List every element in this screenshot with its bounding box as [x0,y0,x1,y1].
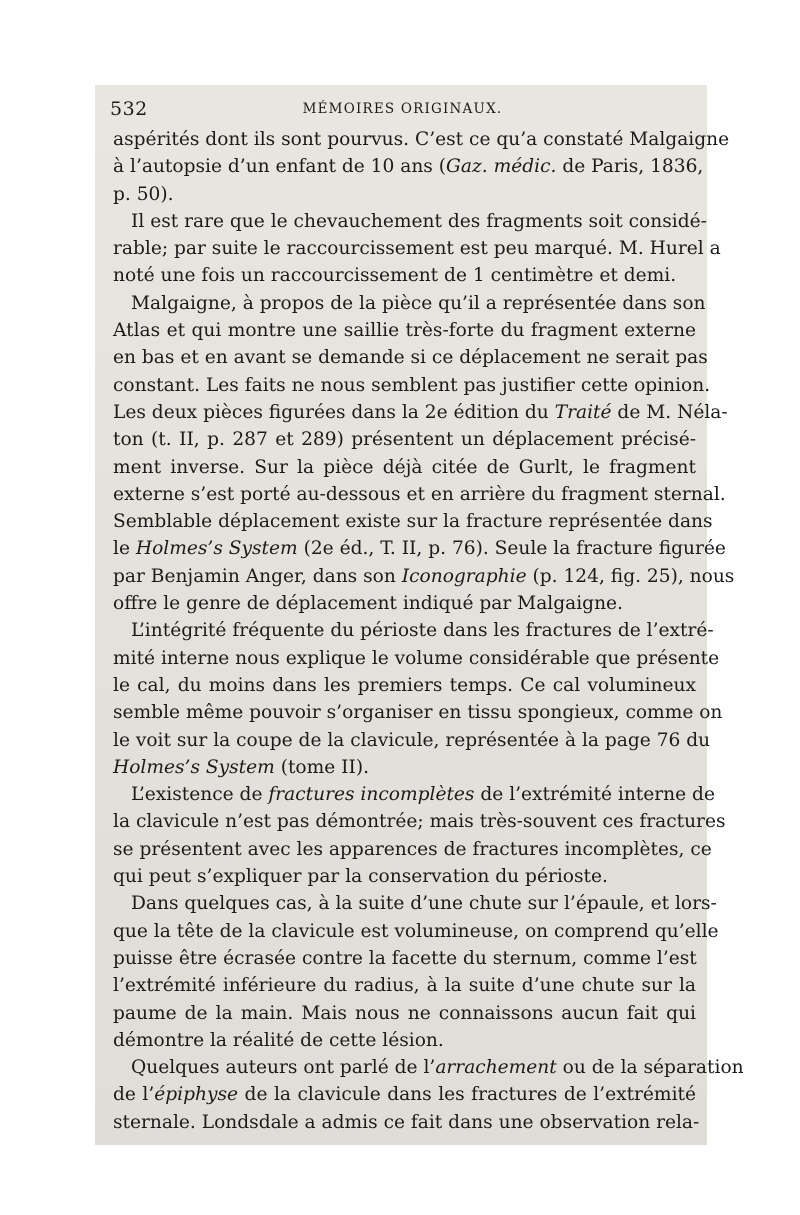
text-line [113,563,735,590]
text-segment: de Paris, 1836, [556,156,704,178]
text-segment: démontre la réalité de cette lésion. [113,1029,444,1051]
text-line [113,1027,696,1054]
text-segment: le cal, du moins dans les premiers temps. Ce cal volumineux [113,674,696,696]
text-line [113,535,726,562]
page-number: 532 [110,98,148,120]
text-segment: de l’extrémité interne de [474,784,715,806]
text-line [113,617,714,644]
text-segment: le voit sur la coupe de la clavicule, représentée à la page 76 du [113,729,711,751]
text-segment: rable; par suite le raccourcissement est peu marqué. M. Hurel a [113,238,721,260]
text-segment: constant. Les faits ne nous semblent pas justifier cette opinion. [113,374,711,396]
text-line [113,645,720,672]
text-line [113,890,717,917]
text-line [113,508,713,535]
text-line [113,727,711,754]
italic-text: arrachement [435,1057,557,1079]
text-line [113,153,704,180]
text-line [113,672,696,699]
text-segment: semble même pouvoir s’organiser en tissu spongieux, comme on [113,702,723,724]
text-line [113,481,726,508]
text-line [113,344,708,371]
text-segment: puisse être écrasée contre la facette du sternum, comme l’est [113,947,697,969]
text-line [113,836,712,863]
text-segment: ment inverse. Sur la pièce déjà citée de Gurlt, le fragment [113,456,696,478]
text-segment: à l’autopsie d’un enfant de 10 ans ( [113,156,447,178]
text-line [113,426,696,453]
text-segment: que la tête de la clavicule est volumineuse, on comprend qu’elle [113,920,719,942]
text-line [113,1054,744,1081]
italic-text: Holmes’s System [113,756,275,778]
text-segment: Malgaigne, à propos de la pièce qu’il a représentée dans son [131,292,706,314]
text-segment: sternale. Londsdale a admis ce fait dans une observation rela- [113,1111,700,1133]
italic-text: Iconographie [401,565,527,587]
italic-text: Gaz. médic. [446,156,557,178]
text-segment: Les deux pièces figurées dans la 2e édition du [113,401,555,423]
text-line [113,754,696,781]
text-segment: (p. 124, fig. 25), nous [526,565,735,587]
text-segment: Quelques auteurs ont parlé de l’ [131,1057,436,1079]
text-segment: p. 50). [113,183,174,205]
text-segment: mité interne nous explique le volume considérable que présente [113,647,720,669]
text-line [113,945,696,972]
text-segment: externe s’est porté au-dessous et en arrière du fragment sternal. [113,483,726,505]
text-line [113,290,706,317]
page-header [110,98,695,122]
text-segment: Il est rare que le chevauchement des fragments soit considé- [131,210,707,232]
text-segment: Dans quelques cas, à la suite d’une chute sur l’épaule, et lors- [131,893,717,915]
text-line [113,181,696,208]
text-segment: offre le genre de déplacement indiqué par Malgaigne. [113,593,623,615]
text-line [113,918,719,945]
text-segment: par Benjamin Anger, dans son [113,565,402,587]
italic-text: fractures incomplètes [268,784,475,806]
text-segment: qui peut s’expliquer par la conservation du périoste. [113,866,608,888]
text-segment: l’extrémité inférieure du radius, à la suite d’une chute sur la [113,975,696,997]
italic-text: Holmes’s System [135,538,298,560]
text-segment: de M. Néla- [611,401,728,423]
text-segment: noté une fois un raccourcissement de 1 centimètre et demi. [113,265,677,287]
running-head: MÉMOIRES ORIGINAUX. [302,101,503,117]
text-line [113,262,696,289]
text-segment: de l’ [113,1084,155,1106]
text-segment: ou de la séparation [556,1057,744,1079]
text-segment: le [113,538,136,560]
text-line [113,1081,696,1108]
text-segment: L’existence de [131,784,269,806]
text-line [113,699,723,726]
text-segment: la clavicule n’est pas démontrée; mais très-souvent ces fractures [113,811,726,833]
italic-text: épiphyse [154,1084,239,1106]
text-line [113,317,696,344]
text-line [113,808,726,835]
text-line [113,399,728,426]
text-segment: Semblable déplacement existe sur la fracture représentée dans [113,511,713,533]
text-segment: se présentent avec les apparences de fractures incomplètes, ce [113,838,712,860]
text-segment: L’intégrité fréquente du périoste dans les fractures de l’extré- [131,620,714,642]
text-line [113,972,696,999]
text-line [113,208,707,235]
text-line [113,126,730,153]
text-line [113,590,696,617]
text-segment: paume de la main. Mais nous ne connaissons aucun fait qui [113,1002,696,1024]
text-line [113,863,696,890]
text-segment: (tome II). [274,756,370,778]
text-segment: Atlas et qui montre une saillie très-forte du fragment externe [113,320,696,342]
italic-text: Traité [554,401,612,423]
text-line [113,235,721,262]
text-segment: aspérités dont ils sont pourvus. C’est ce qu’a constaté Malgaigne [113,129,730,150]
body-text [113,126,744,1136]
text-line [113,372,711,399]
text-line [113,1000,696,1027]
text-segment: ton (t. II, p. 287 et 289) présentent un déplacement précisé- [113,429,696,451]
text-segment: de la clavicule dans les fractures de l’extrémité [238,1084,696,1106]
text-line [113,454,696,481]
text-line [113,1109,700,1136]
text-segment: (2e éd., T. II, p. 76). Seule la fracture figurée [297,538,726,560]
text-line [113,781,715,808]
text-segment: en bas et en avant se demande si ce déplacement ne serait pas [113,347,708,369]
